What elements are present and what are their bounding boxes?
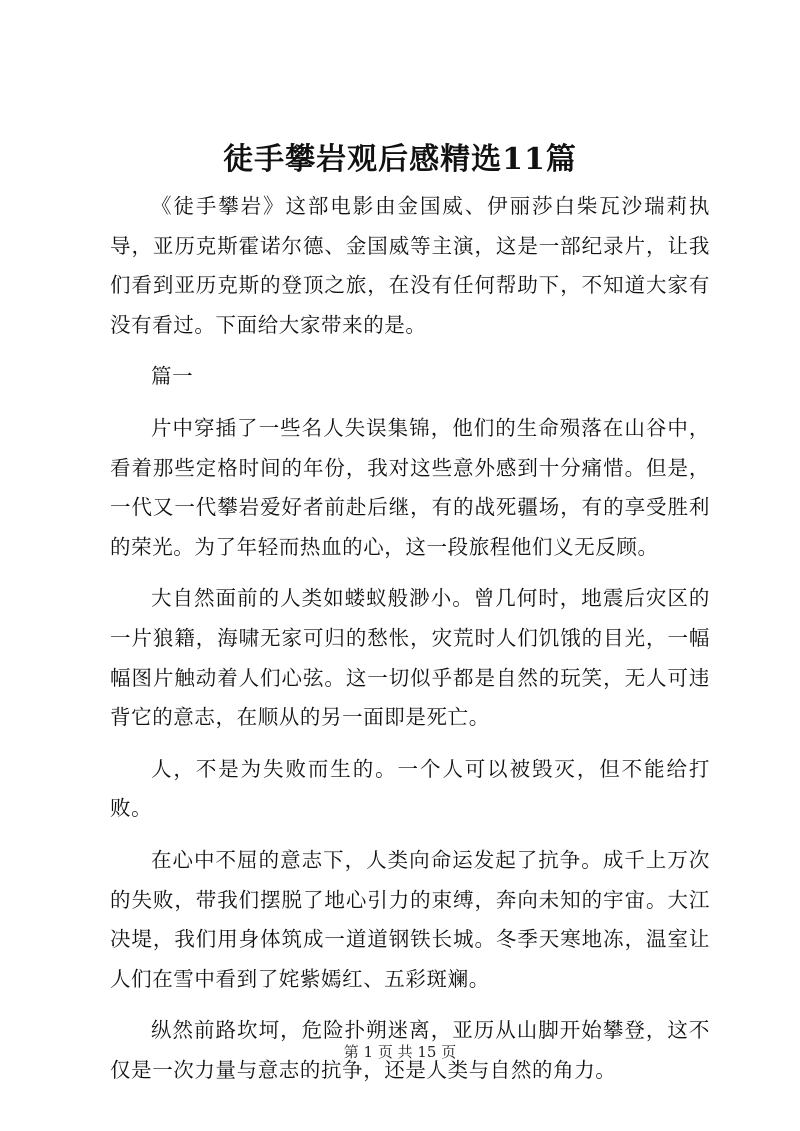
- intro-paragraph: 《徒手攀岩》这部电影由金国威、伊丽莎白柴瓦沙瑞莉执导，亚历克斯霍诺尔德、金国威等主演，这是一部纪录片，让我们看到亚历克斯的登顶之旅，在没有任何帮助下，不知道大家有没有看过。下面给大家带来的是。: [110, 194, 710, 337]
- document-title: 徒手攀岩观后感精选11篇: [223, 142, 577, 177]
- document-body: [110, 187, 710, 1102]
- body-paragraph: 人，不是为失败而生的。一个人可以被毁灭，但不能给打败。: [110, 756, 710, 821]
- body-paragraph: 大自然面前的人类如蝼蚁般渺小。曾几何时，地震后灾区的一片狼籍，海啸无家可归的愁怅，灾荒时人们饥饿的目光，一幅幅图片触动着人们心弦。这一切似乎都是自然的玩笑，无人可违背它的意志，在顺从的另一面即是死亡。: [110, 586, 710, 730]
- section-heading: 篇一: [151, 364, 194, 389]
- body-paragraph: 纵然前路坎坷，危险扑朔迷离，亚历从山脚开始攀登，这不仅是一次力量与意志的抗争，还是人类与自然的角力。: [110, 1018, 710, 1082]
- body-paragraph: 片中穿插了一些名人失误集锦，他们的生命殒落在山谷中，看着那些定格时间的年份，我对这些意外感到十分痛惜。但是，一代又一代攀岩爱好者前赴后继，有的战死疆场，有的享受胜利的荣光。为了年轻而热血的心，这一段旅程他们义无反顾。: [110, 415, 710, 559]
- page-number-footer: 第 1 页 共 15 页: [343, 1043, 457, 1061]
- body-paragraph: 在心中不屈的意志下，人类向命运发起了抗争。成千上万次的失败，带我们摆脱了地心引力的束缚，奔向未知的宇宙。大江决堤，我们用身体筑成一道道钢铁长城。冬季天寒地冻，温室让人们在雪中看到了姹紫嫣红、五彩斑斓。: [110, 847, 710, 991]
